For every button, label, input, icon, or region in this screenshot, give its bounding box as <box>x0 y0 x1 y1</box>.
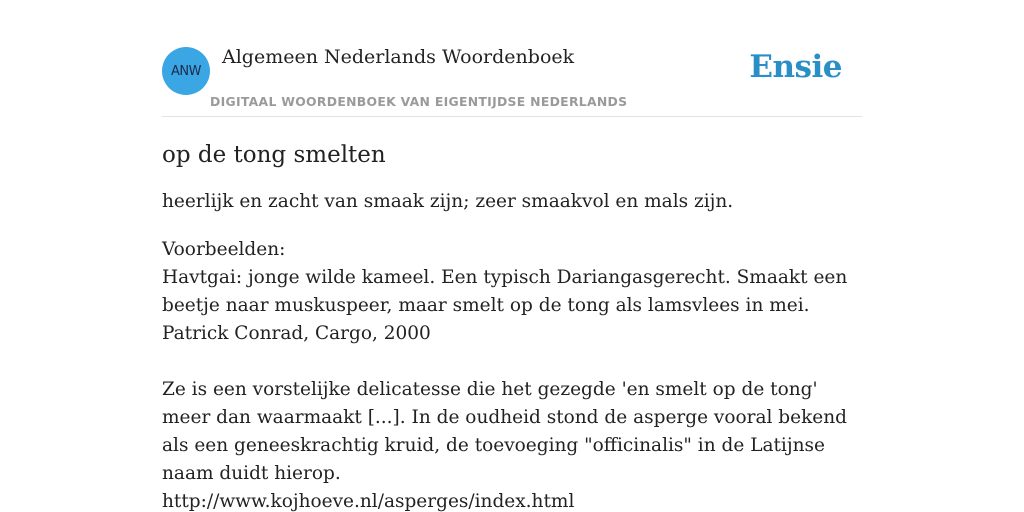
example-item <box>162 376 862 512</box>
example-item <box>162 264 862 348</box>
example-source-link[interactable]: http://www.kojhoeve.nl/asperges/index.html <box>162 491 575 512</box>
example-quote: Havtgai: jonge wilde kameel. Een typisch Dariangasgerecht. Smaakt een beetje naar muskuspeer, maar smelt op de tong als lamsvlees in mei. <box>162 267 848 316</box>
entry-content <box>162 138 862 512</box>
site-subtitle: DIGITAAL WOORDENBOEK VAN EIGENTIJDSE NEDERLANDS <box>210 94 628 109</box>
examples-section <box>162 236 862 512</box>
example-quote: Ze is een vorstelijke delicatesse die het gezegde 'en smelt op de tong' meer dan waarmaakt [...]. In de oudheid stond de asperge vooral bekend als een geneeskrachtig kruid, de toevoeging "officinalis" in de Latijnse naam duidt hierop. <box>162 379 848 484</box>
entry-term: op de tong smelten <box>162 142 386 168</box>
site-header <box>162 40 862 117</box>
example-source: Patrick Conrad, Cargo, 2000 <box>162 323 431 344</box>
ensie-brand-link[interactable]: Ensie <box>749 49 842 85</box>
anw-logo[interactable] <box>162 47 210 95</box>
logo-text: ANW <box>171 63 201 79</box>
examples-label: Voorbeelden: <box>162 239 286 260</box>
site-title[interactable]: Algemeen Nederlands Woordenboek <box>222 46 575 68</box>
entry-definition: heerlijk en zacht van smaak zijn; zeer smaakvol en mals zijn. <box>162 191 734 212</box>
